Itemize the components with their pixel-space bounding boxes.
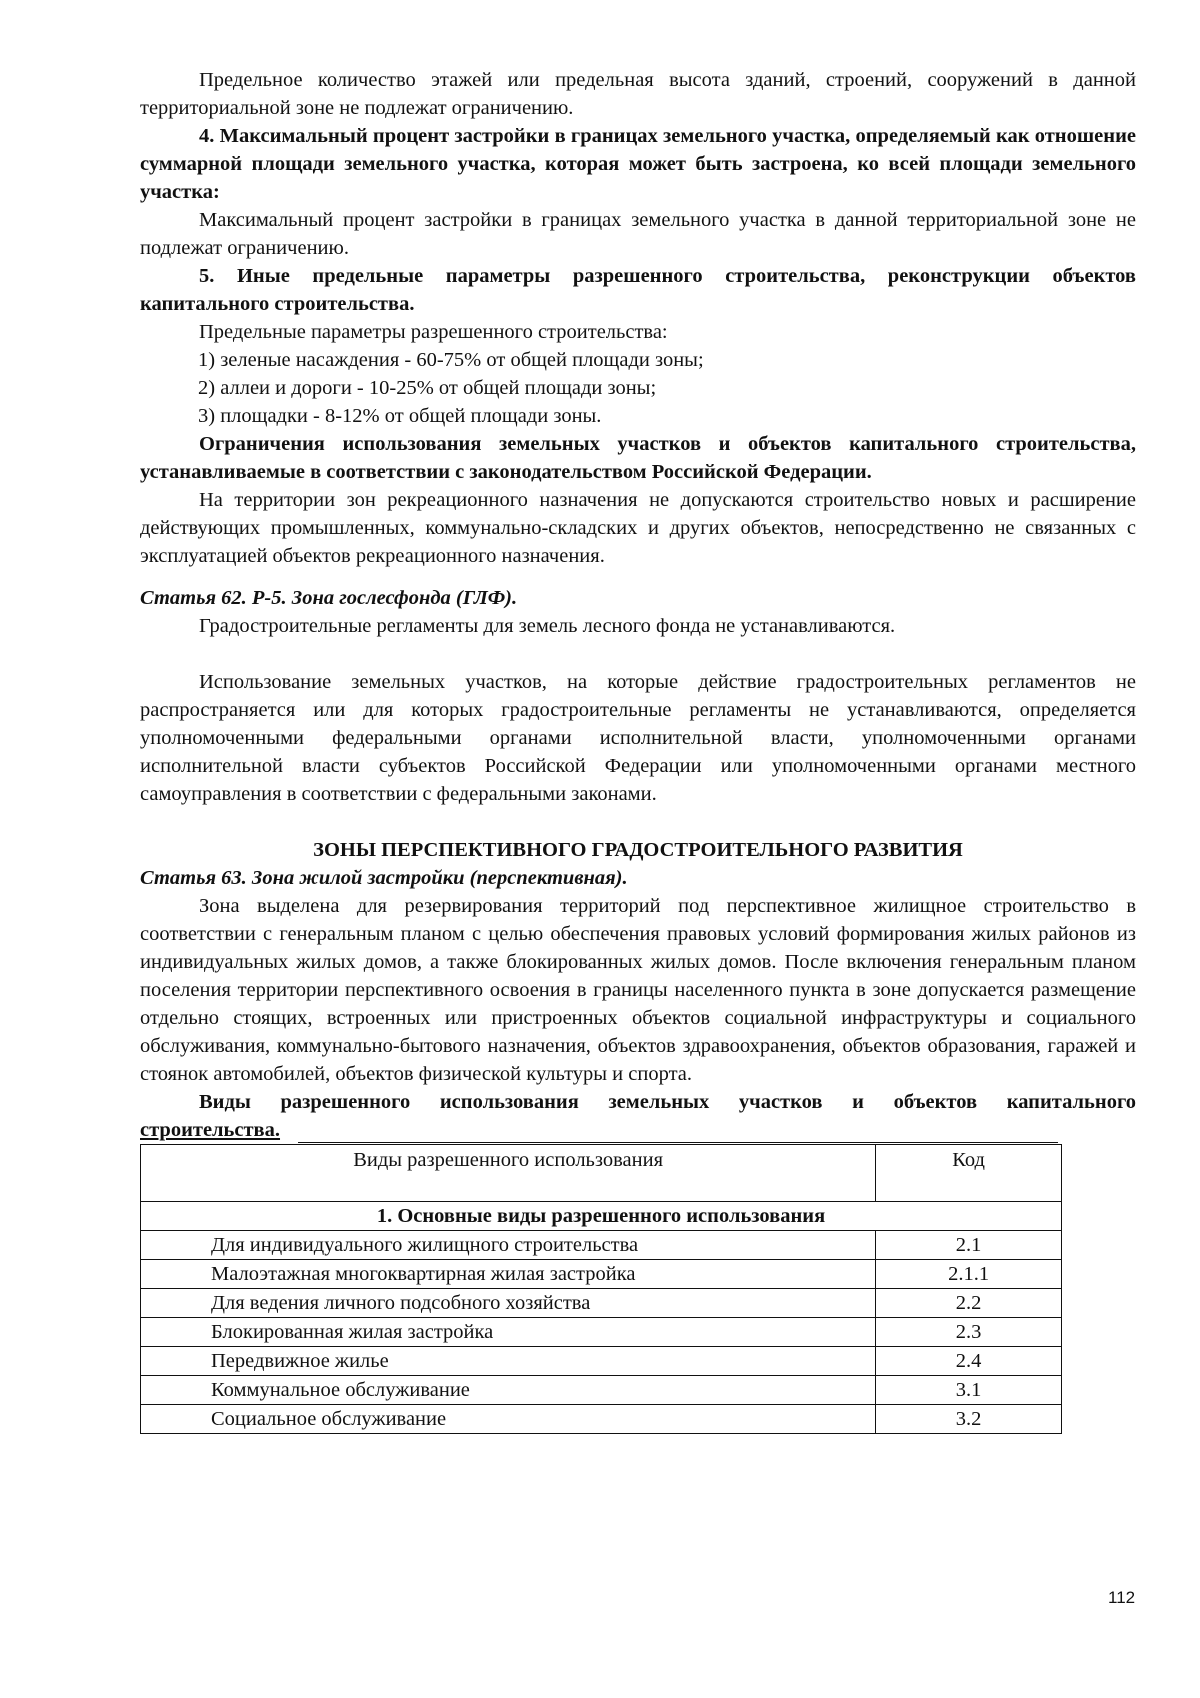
list-item-green: 1) зеленые насаждения - 60-75% от общей площади зоны;: [198, 349, 704, 371]
use-name: Для индивидуального жилищного строительства: [141, 1231, 876, 1260]
table-row: [141, 1289, 1062, 1318]
paragraph-height-limit: Предельное количество этажей или предельная высота зданий, строений, сооружений в данной территориальной зоне не подлежат ограничению.: [140, 69, 1136, 119]
paragraph-zone-description: Зона выделена для резервирования территорий под перспективное жилищное строительство в соответствии с генеральным планом с целью обеспечения правовых условий формирования жилых районов из индивидуальных жилых домов, а также блокированных жилых домов. После включения генеральным планом поселения территории перспективного освоения в границы населенного пункта в зоне допускается размещение отдельно стоящих, встроенных или пристроенных объектов социальной инфраструктуры и социального обслуживания, коммунально-бытового назначения, объектов здравоохранения, объектов образования, гаражей и стоянок автомобилей, объектов физической культуры и спорта.: [140, 895, 1136, 1085]
paragraph-build-percent: Максимальный процент застройки в границах земельного участка в данной территориальной зоне не подлежат ограничению.: [140, 209, 1136, 259]
use-name: Для ведения личного подсобного хозяйства: [141, 1289, 876, 1318]
use-code: 3.1: [876, 1376, 1062, 1405]
table-section-row: [141, 1202, 1062, 1231]
list-item-roads: 2) аллеи и дороги - 10-25% от общей площади зоны;: [198, 377, 657, 399]
use-code: 2.2: [876, 1289, 1062, 1318]
table-row: [141, 1260, 1062, 1289]
article-62-title: Статья 62. Р-5. Зона гослесфонда (ГЛФ).: [140, 587, 518, 609]
paragraph-land-use: Использование земельных участков, на которые действие градостроительных регламентов не распространяется или для которых градостроительные регламенты не устанавливаются, определяется уполномоченными федеральными органами исполнительной власти, уполномоченными органами исполнительной власти субъектов Российской Федерации или уполномоченными органами местного самоуправления в соответствии с федеральными законами.: [140, 671, 1136, 805]
list-item-playgrounds: 3) площадки - 8-12% от общей площади зоны.: [198, 405, 602, 427]
use-code: 2.4: [876, 1347, 1062, 1376]
table-row: [141, 1347, 1062, 1376]
page-number: 112: [1108, 1588, 1136, 1607]
header-code: Код: [876, 1145, 1062, 1202]
use-code: 2.1: [876, 1231, 1062, 1260]
table-row: [141, 1318, 1062, 1347]
use-code: 2.1.1: [876, 1260, 1062, 1289]
heading-restrictions: Ограничения использования земельных участков и объектов капитального строительства, устанавливаемые в соответствии с законодательством Российской Федерации.: [140, 433, 1136, 483]
table-row: [141, 1405, 1062, 1434]
table-top-rule: [298, 1142, 1058, 1143]
header-use-type: Виды разрешенного использования: [141, 1145, 876, 1202]
use-name: Коммунальное обслуживание: [141, 1376, 876, 1405]
heading-permitted-uses-cont: строительства.: [140, 1119, 281, 1141]
table-header-row: [141, 1145, 1062, 1202]
document-page: [140, 66, 1136, 1434]
zones-section-title: ЗОНЫ ПЕРСПЕКТИВНОГО ГРАДОСТРОИТЕЛЬНОГО РАЗВИТИЯ: [313, 839, 963, 861]
permitted-uses-table: [140, 1144, 1062, 1434]
article-63-title: Статья 63. Зона жилой застройки (перспективная).: [140, 867, 628, 889]
paragraph-forest-fund: Градостроительные регламенты для земель лесного фонда не устанавливаются.: [199, 615, 896, 637]
use-name: Малоэтажная многоквартирная жилая застройка: [141, 1260, 876, 1289]
use-name: Социальное обслуживание: [141, 1405, 876, 1434]
heading-permitted-uses: Виды разрешенного использования земельных участков и объектов капитального: [199, 1091, 1136, 1113]
use-code: 2.3: [876, 1318, 1062, 1347]
paragraph-params-intro: Предельные параметры разрешенного строительства:: [199, 321, 668, 343]
use-name: Передвижное жилье: [141, 1347, 876, 1376]
heading-max-build-percent: 4. Максимальный процент застройки в границах земельного участка, определяемый как отношение суммарной площади земельного участка, которая может быть застроена, ко всей площади земельного участка:: [140, 125, 1136, 203]
use-name: Блокированная жилая застройка: [141, 1318, 876, 1347]
table-row: [141, 1376, 1062, 1405]
heading-other-params: 5. Иные предельные параметры разрешенного строительства, реконструкции объектов капитального строительства.: [140, 265, 1136, 315]
table-row: [141, 1231, 1062, 1260]
use-code: 3.2: [876, 1405, 1062, 1434]
paragraph-recreation-restrictions: На территории зон рекреационного назначения не допускаются строительство новых и расширение действующих промышленных, коммунально-складских и других объектов, непосредственно не связанных с эксплуатацией объектов рекреационного назначения.: [140, 489, 1136, 567]
heading-permitted-uses-end: [140, 1116, 1136, 1144]
section-main-uses: 1. Основные виды разрешенного использования: [141, 1202, 1062, 1231]
